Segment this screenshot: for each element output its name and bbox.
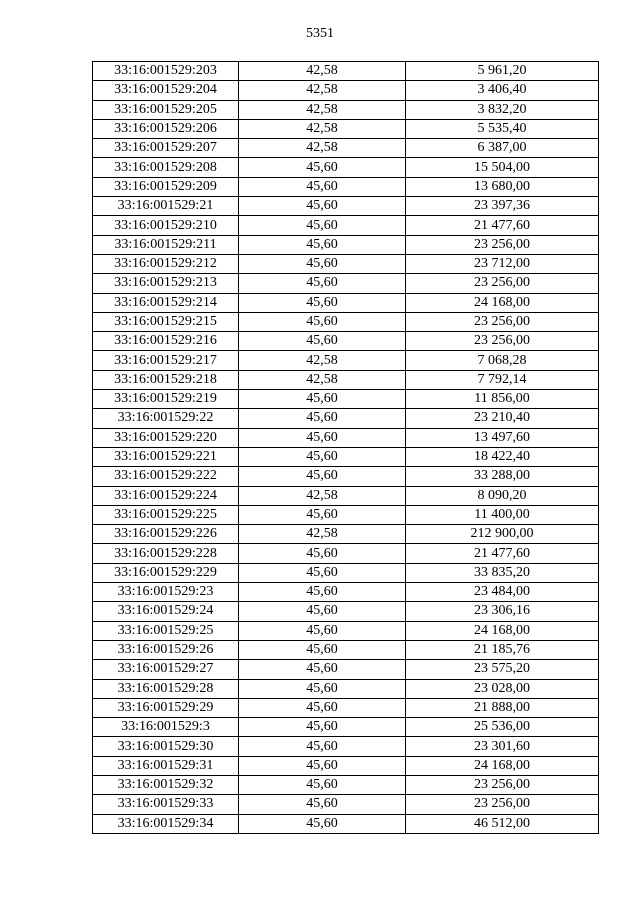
value-cell: 33 835,20 <box>406 563 599 582</box>
table-row <box>93 177 599 196</box>
rate-cell: 42,58 <box>239 100 406 119</box>
value-cell: 6 387,00 <box>406 139 599 158</box>
rate-cell: 45,60 <box>239 660 406 679</box>
table-row <box>93 428 599 447</box>
cadastral-number-cell: 33:16:001529:205 <box>93 100 239 119</box>
table-row <box>93 660 599 679</box>
value-cell: 13 680,00 <box>406 177 599 196</box>
rate-cell: 45,60 <box>239 814 406 833</box>
rate-cell: 42,58 <box>239 81 406 100</box>
table-row <box>93 583 599 602</box>
rate-cell: 45,60 <box>239 718 406 737</box>
rate-cell: 42,58 <box>239 62 406 81</box>
rate-cell: 45,60 <box>239 640 406 659</box>
rate-cell: 45,60 <box>239 177 406 196</box>
value-cell: 23 210,40 <box>406 409 599 428</box>
value-cell: 21 185,76 <box>406 640 599 659</box>
value-cell: 8 090,20 <box>406 486 599 505</box>
value-cell: 24 168,00 <box>406 621 599 640</box>
cadastral-number-cell: 33:16:001529:207 <box>93 139 239 158</box>
cadastral-number-cell: 33:16:001529:224 <box>93 486 239 505</box>
cadastral-number-cell: 33:16:001529:215 <box>93 312 239 331</box>
table-body <box>93 62 599 834</box>
table-row <box>93 235 599 254</box>
table-row <box>93 795 599 814</box>
rate-cell: 45,60 <box>239 775 406 794</box>
value-cell: 23 484,00 <box>406 583 599 602</box>
cadastral-number-cell: 33:16:001529:229 <box>93 563 239 582</box>
table-row <box>93 544 599 563</box>
table-row <box>93 409 599 428</box>
value-cell: 7 068,28 <box>406 351 599 370</box>
cadastral-number-cell: 33:16:001529:32 <box>93 775 239 794</box>
value-cell: 23 256,00 <box>406 274 599 293</box>
rate-cell: 42,58 <box>239 486 406 505</box>
value-cell: 5 961,20 <box>406 62 599 81</box>
table-row <box>93 312 599 331</box>
value-cell: 23 575,20 <box>406 660 599 679</box>
cadastral-number-cell: 33:16:001529:219 <box>93 390 239 409</box>
value-cell: 24 168,00 <box>406 293 599 312</box>
table-row <box>93 332 599 351</box>
cadastral-number-cell: 33:16:001529:22 <box>93 409 239 428</box>
table-row <box>93 390 599 409</box>
table-row <box>93 602 599 621</box>
rate-cell: 45,60 <box>239 544 406 563</box>
table-row <box>93 100 599 119</box>
table-row <box>93 293 599 312</box>
table-row <box>93 505 599 524</box>
rate-cell: 42,58 <box>239 139 406 158</box>
value-cell: 23 256,00 <box>406 795 599 814</box>
value-cell: 23 397,36 <box>406 197 599 216</box>
value-cell: 23 256,00 <box>406 332 599 351</box>
table-row <box>93 621 599 640</box>
rate-cell: 45,60 <box>239 737 406 756</box>
table-row <box>93 737 599 756</box>
cadastral-number-cell: 33:16:001529:27 <box>93 660 239 679</box>
value-cell: 23 306,16 <box>406 602 599 621</box>
value-cell: 11 856,00 <box>406 390 599 409</box>
rate-cell: 45,60 <box>239 602 406 621</box>
table-row <box>93 775 599 794</box>
rate-cell: 45,60 <box>239 621 406 640</box>
value-cell: 21 477,60 <box>406 544 599 563</box>
table-row <box>93 718 599 737</box>
value-cell: 23 712,00 <box>406 254 599 273</box>
value-cell: 24 168,00 <box>406 756 599 775</box>
table-row <box>93 254 599 273</box>
cadastral-number-cell: 33:16:001529:212 <box>93 254 239 273</box>
value-cell: 11 400,00 <box>406 505 599 524</box>
value-cell: 7 792,14 <box>406 370 599 389</box>
cadastral-number-cell: 33:16:001529:206 <box>93 119 239 138</box>
cadastral-number-cell: 33:16:001529:222 <box>93 467 239 486</box>
rate-cell: 45,60 <box>239 698 406 717</box>
rate-cell: 45,60 <box>239 274 406 293</box>
cadastral-number-cell: 33:16:001529:208 <box>93 158 239 177</box>
value-cell: 3 406,40 <box>406 81 599 100</box>
rate-cell: 45,60 <box>239 447 406 466</box>
cadastral-number-cell: 33:16:001529:26 <box>93 640 239 659</box>
cadastral-number-cell: 33:16:001529:203 <box>93 62 239 81</box>
cadastral-number-cell: 33:16:001529:214 <box>93 293 239 312</box>
value-cell: 21 477,60 <box>406 216 599 235</box>
rate-cell: 45,60 <box>239 293 406 312</box>
cadastral-number-cell: 33:16:001529:31 <box>93 756 239 775</box>
value-cell: 5 535,40 <box>406 119 599 138</box>
value-cell: 3 832,20 <box>406 100 599 119</box>
value-cell: 15 504,00 <box>406 158 599 177</box>
table-row <box>93 370 599 389</box>
cadastral-number-cell: 33:16:001529:21 <box>93 197 239 216</box>
page-number: 5351 <box>306 26 334 41</box>
rate-cell: 45,60 <box>239 197 406 216</box>
value-cell: 21 888,00 <box>406 698 599 717</box>
rate-cell: 45,60 <box>239 563 406 582</box>
rate-cell: 45,60 <box>239 505 406 524</box>
table-row <box>93 216 599 235</box>
cadastral-number-cell: 33:16:001529:34 <box>93 814 239 833</box>
table-row <box>93 525 599 544</box>
table-row <box>93 274 599 293</box>
cadastral-number-cell: 33:16:001529:30 <box>93 737 239 756</box>
rate-cell: 45,60 <box>239 254 406 273</box>
value-cell: 23 301,60 <box>406 737 599 756</box>
rate-cell: 42,58 <box>239 119 406 138</box>
cadastral-number-cell: 33:16:001529:29 <box>93 698 239 717</box>
cadastral-number-cell: 33:16:001529:218 <box>93 370 239 389</box>
value-cell: 23 256,00 <box>406 235 599 254</box>
rate-cell: 45,60 <box>239 467 406 486</box>
rate-cell: 45,60 <box>239 158 406 177</box>
cadastral-number-cell: 33:16:001529:228 <box>93 544 239 563</box>
rate-cell: 45,60 <box>239 390 406 409</box>
rate-cell: 45,60 <box>239 312 406 331</box>
table-row <box>93 447 599 466</box>
value-cell: 23 256,00 <box>406 312 599 331</box>
rate-cell: 42,58 <box>239 351 406 370</box>
cadastral-number-cell: 33:16:001529:211 <box>93 235 239 254</box>
table-row <box>93 486 599 505</box>
table-row <box>93 640 599 659</box>
cadastral-number-cell: 33:16:001529:220 <box>93 428 239 447</box>
cadastral-number-cell: 33:16:001529:3 <box>93 718 239 737</box>
rate-cell: 42,58 <box>239 370 406 389</box>
table-row <box>93 62 599 81</box>
rate-cell: 45,60 <box>239 235 406 254</box>
value-cell: 23 256,00 <box>406 775 599 794</box>
table-row <box>93 698 599 717</box>
table-row <box>93 351 599 370</box>
table-row <box>93 814 599 833</box>
value-cell: 46 512,00 <box>406 814 599 833</box>
table-row <box>93 563 599 582</box>
table-row <box>93 119 599 138</box>
value-cell: 23 028,00 <box>406 679 599 698</box>
table-row <box>93 756 599 775</box>
cadastral-number-cell: 33:16:001529:213 <box>93 274 239 293</box>
rate-cell: 45,60 <box>239 795 406 814</box>
cadastral-number-cell: 33:16:001529:209 <box>93 177 239 196</box>
cadastral-number-cell: 33:16:001529:28 <box>93 679 239 698</box>
cadastral-number-cell: 33:16:001529:217 <box>93 351 239 370</box>
rate-cell: 45,60 <box>239 679 406 698</box>
value-cell: 212 900,00 <box>406 525 599 544</box>
rate-cell: 45,60 <box>239 756 406 775</box>
rate-cell: 42,58 <box>239 525 406 544</box>
value-cell: 18 422,40 <box>406 447 599 466</box>
cadastral-number-cell: 33:16:001529:225 <box>93 505 239 524</box>
table-row <box>93 679 599 698</box>
cadastral-number-cell: 33:16:001529:221 <box>93 447 239 466</box>
rate-cell: 45,60 <box>239 332 406 351</box>
table-row <box>93 158 599 177</box>
value-cell: 25 536,00 <box>406 718 599 737</box>
cadastral-number-cell: 33:16:001529:204 <box>93 81 239 100</box>
cadastral-number-cell: 33:16:001529:24 <box>93 602 239 621</box>
rate-cell: 45,60 <box>239 409 406 428</box>
value-cell: 13 497,60 <box>406 428 599 447</box>
cadastral-number-cell: 33:16:001529:226 <box>93 525 239 544</box>
rate-cell: 45,60 <box>239 583 406 602</box>
cadastral-number-cell: 33:16:001529:33 <box>93 795 239 814</box>
cadastral-value-table <box>92 61 599 834</box>
cadastral-number-cell: 33:16:001529:216 <box>93 332 239 351</box>
cadastral-number-cell: 33:16:001529:23 <box>93 583 239 602</box>
cadastral-number-cell: 33:16:001529:25 <box>93 621 239 640</box>
rate-cell: 45,60 <box>239 216 406 235</box>
table-row <box>93 139 599 158</box>
cadastral-number-cell: 33:16:001529:210 <box>93 216 239 235</box>
rate-cell: 45,60 <box>239 428 406 447</box>
table-row <box>93 197 599 216</box>
table-row <box>93 467 599 486</box>
value-cell: 33 288,00 <box>406 467 599 486</box>
table-row <box>93 81 599 100</box>
